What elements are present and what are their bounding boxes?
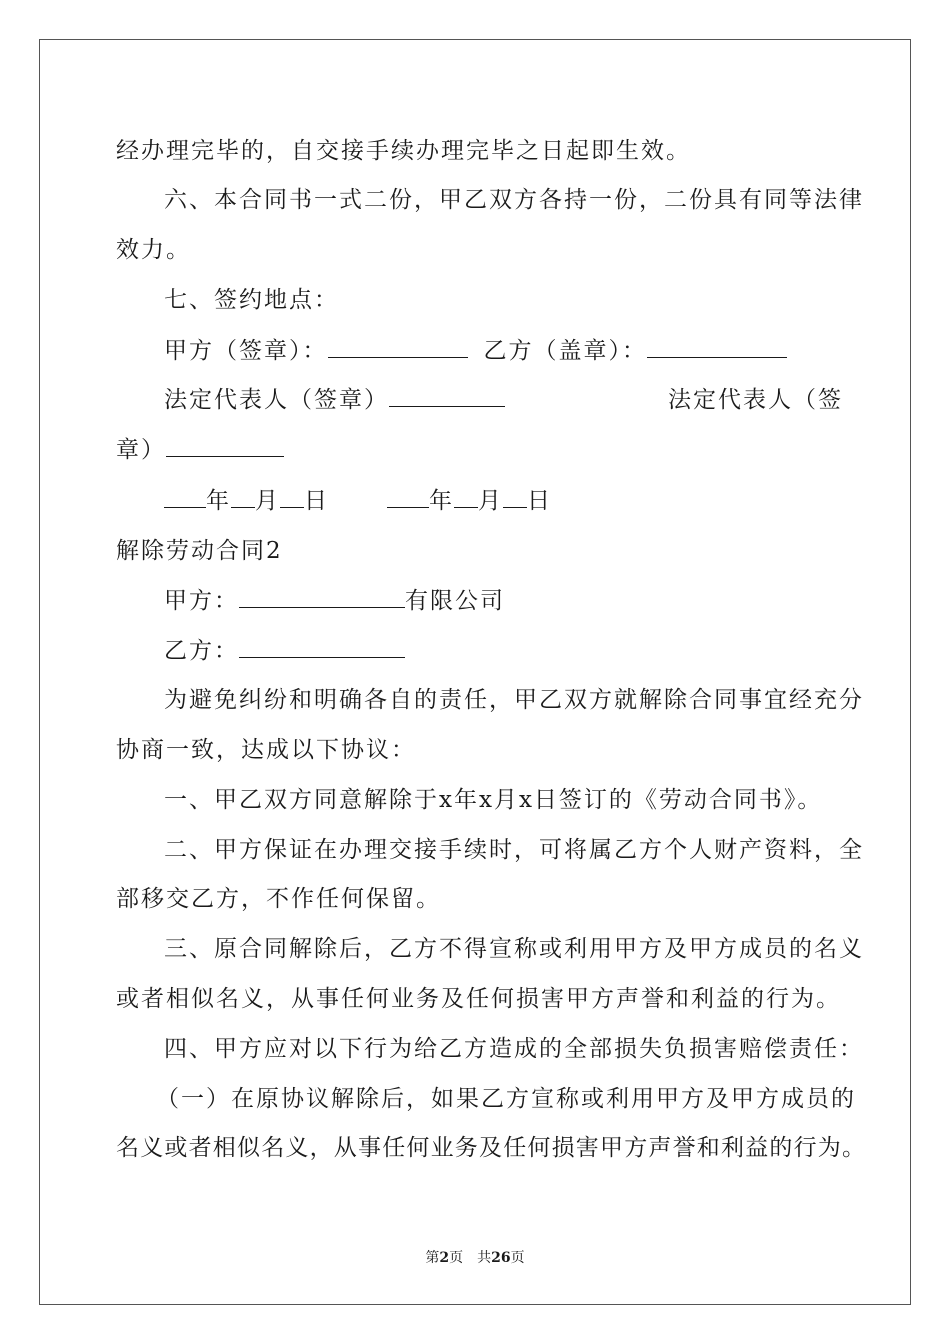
- legal-rep-b-blank: [166, 436, 284, 457]
- text-line: 名义或者相似名义，从事任何业务及任何损害甲方声誉和利益的行为。: [116, 1135, 867, 1161]
- party-a-label: 甲方：: [164, 588, 239, 614]
- text-line: 四、甲方应对以下行为给乙方造成的全部损失负损害赔偿责任：: [164, 1036, 864, 1062]
- day-label: 日: [304, 488, 329, 514]
- day-blank-b: [503, 487, 527, 508]
- section-title: 解除劳动合同2: [116, 538, 283, 564]
- legal-rep-a-label: 法定代表人（签章）: [164, 387, 389, 413]
- party-b-line: [164, 636, 405, 666]
- footer-total-pages: 26: [491, 1250, 511, 1266]
- footer-mid: 页 共: [449, 1250, 492, 1266]
- signature-line-parties: [164, 336, 787, 366]
- text-line: 二、甲方保证在办理交接手续时，可将属乙方个人财产资料，全: [164, 837, 864, 863]
- text-line: 一、甲乙双方同意解除于x年x月x日签订的《劳动合同书》。: [164, 787, 823, 813]
- year-blank: [164, 487, 206, 508]
- footer-suffix: 页: [510, 1250, 525, 1266]
- page-border: [39, 39, 911, 1305]
- text-line: 六、本合同书一式二份，甲乙双方各持一份，二份具有同等法律: [164, 187, 864, 213]
- text-line: （一）在原协议解除后，如果乙方宣称或利用甲方及甲方成员的: [156, 1086, 856, 1112]
- party-b-blank: [239, 637, 405, 658]
- month-blank-b: [454, 487, 478, 508]
- party-a-line: [164, 586, 505, 616]
- month-label: 月: [255, 488, 280, 514]
- year-label-b: 年: [429, 488, 454, 514]
- footer-page-number: 2: [439, 1250, 450, 1266]
- text-line: 效力。: [116, 237, 191, 263]
- text-line: 七、签约地点：: [164, 287, 339, 313]
- text-line: 为避免纠纷和明确各自的责任，甲乙双方就解除合同事宜经充分: [164, 687, 864, 713]
- signature-line-legal-rep: [164, 385, 505, 415]
- month-blank: [231, 487, 255, 508]
- text-line: 协商一致，达成以下协议：: [116, 737, 416, 763]
- page-footer: [0, 1248, 950, 1268]
- text-line: 三、原合同解除后，乙方不得宣称或利用甲方及甲方成员的名义: [164, 936, 864, 962]
- legal-rep-b-continued: [116, 435, 284, 465]
- party-a-seal-label: 甲方（签章）：: [164, 338, 328, 364]
- party-b-seal-blank: [647, 337, 787, 358]
- month-label-b: 月: [478, 488, 503, 514]
- year-blank-b: [387, 487, 429, 508]
- day-label-b: 日: [527, 488, 552, 514]
- company-suffix: 有限公司: [405, 588, 505, 614]
- date-line: [164, 486, 552, 516]
- text-line: 部移交乙方，不作任何保留。: [116, 886, 441, 912]
- year-label: 年: [206, 488, 231, 514]
- legal-rep-b-label: 法定代表人（签: [668, 387, 843, 413]
- text-line: 或者相似名义，从事任何业务及任何损害甲方声誉和利益的行为。: [116, 986, 841, 1012]
- legal-rep-a-blank: [389, 386, 505, 407]
- party-b-label: 乙方：: [164, 638, 239, 664]
- party-a-seal-blank: [328, 337, 468, 358]
- day-blank: [280, 487, 304, 508]
- party-b-seal-label: 乙方（盖章）：: [483, 338, 647, 364]
- legal-rep-b-suffix: 章）: [116, 437, 166, 463]
- party-a-blank: [239, 587, 405, 608]
- footer-prefix: 第: [425, 1250, 440, 1266]
- text-line: 经办理完毕的，自交接手续办理完毕之日起即生效。: [116, 138, 691, 164]
